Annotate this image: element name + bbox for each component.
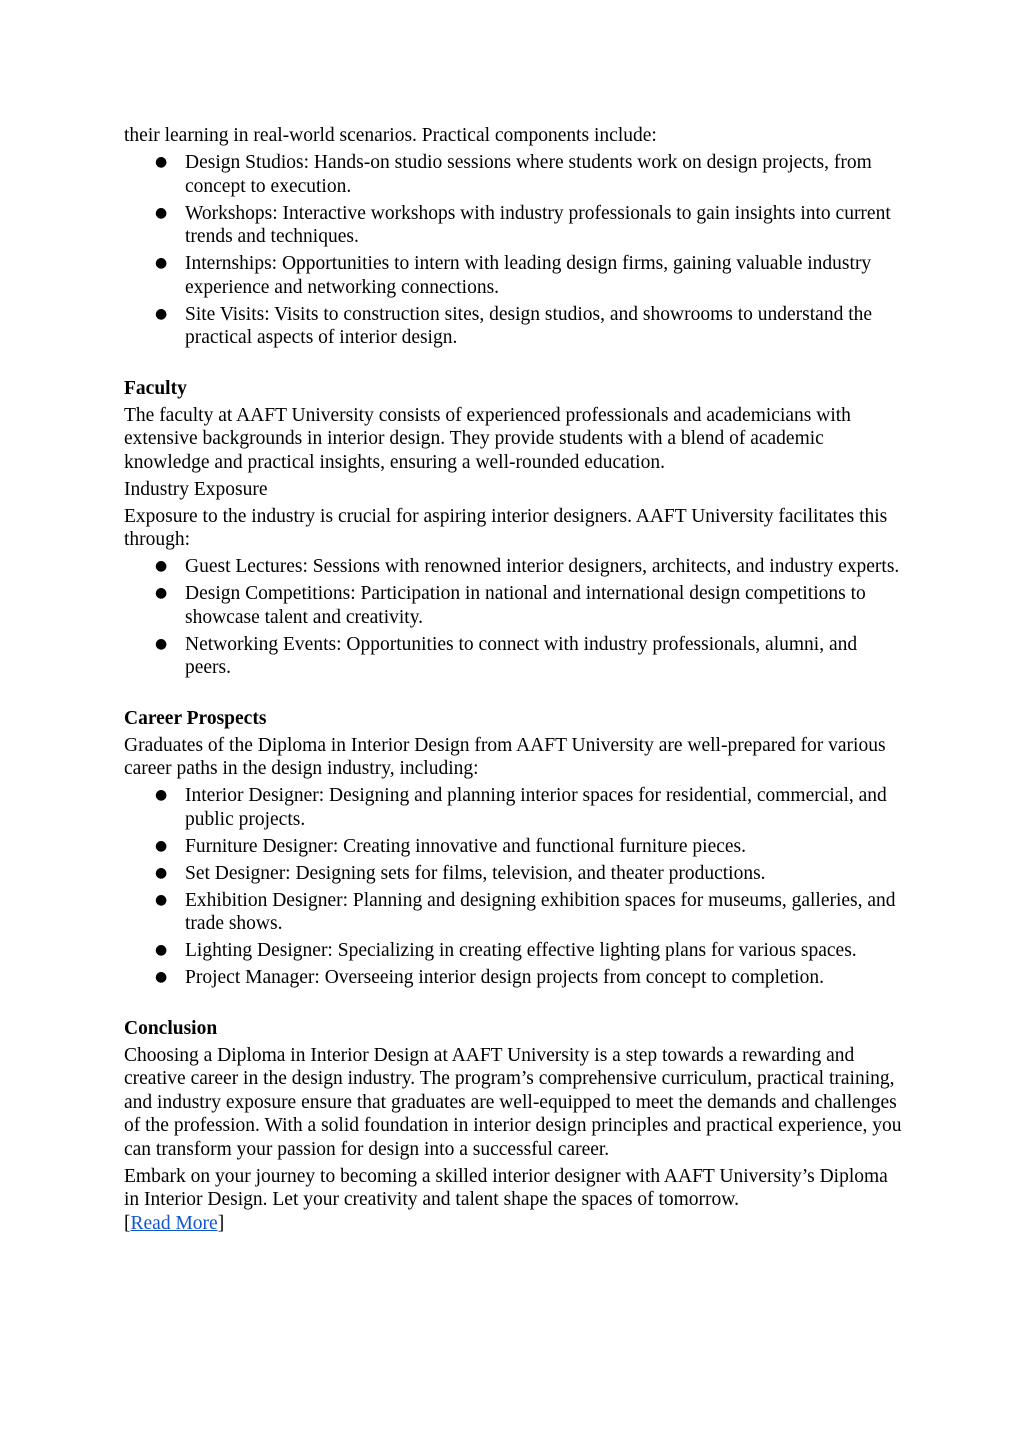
list-item-text: Set Designer: Designing sets for films, television, and theater productions. [185,862,766,884]
bullet-icon: ● [155,969,168,985]
list-item-text: Workshops: Interactive workshops with industry professionals to gain insights into current trends and techniques. [185,202,891,247]
closing-paragraph [124,1165,904,1236]
list-item [124,582,904,629]
list-item [124,633,904,680]
list-item-text: Networking Events: Opportunities to connect with industry professionals, alumni, and peers. [185,633,858,678]
career-prospects-paragraph: Graduates of the Diploma in Interior Design from AAFT University are well-prepared for various career paths in the design industry, including: [124,734,886,779]
conclusion-heading: Conclusion [124,1017,218,1039]
list-item [124,862,904,886]
bullet-icon: ● [155,558,168,574]
industry-exposure-paragraph: Exposure to the industry is crucial for aspiring interior designers. AAFT University facilitates this through: [124,505,888,550]
bullet-icon: ● [155,154,168,170]
industry-exposure-heading: Industry Exposure [124,478,268,500]
list-item-text: Design Competitions: Participation in national and international design competitions to showcase talent and creativity. [185,583,866,628]
list-item-text: Furniture Designer: Creating innovative and functional furniture pieces. [185,835,746,857]
bullet-icon: ● [155,837,168,854]
list-item [124,252,904,299]
closing-text: Embark on your journey to becoming a skilled interior designer with AAFT University’s Diploma in Interior Design. Let your creativity and talent shape the spaces of tomorrow. [124,1165,888,1210]
document-page [124,124,904,1239]
bracket-close: ] [217,1212,225,1234]
intro-paragraph: their learning in real-world scenarios. Practical components include: [124,125,657,146]
conclusion-paragraph: Choosing a Diploma in Interior Design at AAFT University is a step towards a rewarding and creative career in the design industry. The program’s comprehensive curriculum, practical training, and industry exposure ensure that graduates are well-equipped to meet the demands and challenges of the profession. With a solid foundation in interior design principles and practical experience, you can transform your passion for design into a successful career. [124,1044,902,1160]
industry-exposure-list [124,555,904,680]
bullet-icon: ● [155,204,168,221]
bullet-icon: ● [155,891,168,908]
list-item [124,889,904,936]
list-item-text: Project Manager: Overseeing interior design projects from concept to completion. [185,967,824,988]
career-prospects-heading: Career Prospects [124,707,267,729]
list-item [124,555,904,579]
list-item-text: Internships: Opportunities to intern with leading design firms, gaining valuable industry experience and networking connections. [185,253,872,298]
list-item [124,202,904,249]
practical-components-list [124,151,904,350]
list-item [124,784,904,831]
list-item-text: Lighting Designer: Specializing in creating effective lighting plans for various spaces. [185,940,857,961]
list-item-text: Guest Lectures: Sessions with renowned interior designers, architects, and industry experts. [185,556,900,577]
list-item-text: Exhibition Designer: Planning and designing exhibition spaces for museums, galleries, and trade shows. [185,889,896,934]
bullet-icon: ● [155,255,168,271]
bullet-icon: ● [155,864,168,881]
bullet-icon: ● [155,305,168,322]
career-paths-list [124,784,904,990]
list-item [124,151,904,198]
faculty-paragraph: The faculty at AAFT University consists of experienced professionals and academicians with extensive backgrounds in interior design. They provide students with a blend of academic knowledge and practical insights, ensuring a well-rounded education. [124,404,851,473]
list-item-text: Site Visits: Visits to construction sites, design studios, and showrooms to understand the practical aspects of interior design. [185,303,873,348]
list-item [124,966,904,990]
read-more-link[interactable]: Read More [130,1212,218,1234]
bullet-icon: ● [155,585,168,601]
list-item [124,835,904,859]
list-item [124,939,904,963]
bullet-icon: ● [155,942,168,958]
list-item-text: Interior Designer: Designing and planning interior spaces for residential, commercial, and public projects. [185,785,887,830]
bullet-icon: ● [155,635,168,652]
bullet-icon: ● [155,787,168,803]
list-item [124,303,904,350]
list-item-text: Design Studios: Hands-on studio sessions where students work on design projects, from concept to execution. [185,152,872,197]
faculty-heading: Faculty [124,377,187,399]
bracket-open: [ [124,1212,131,1234]
